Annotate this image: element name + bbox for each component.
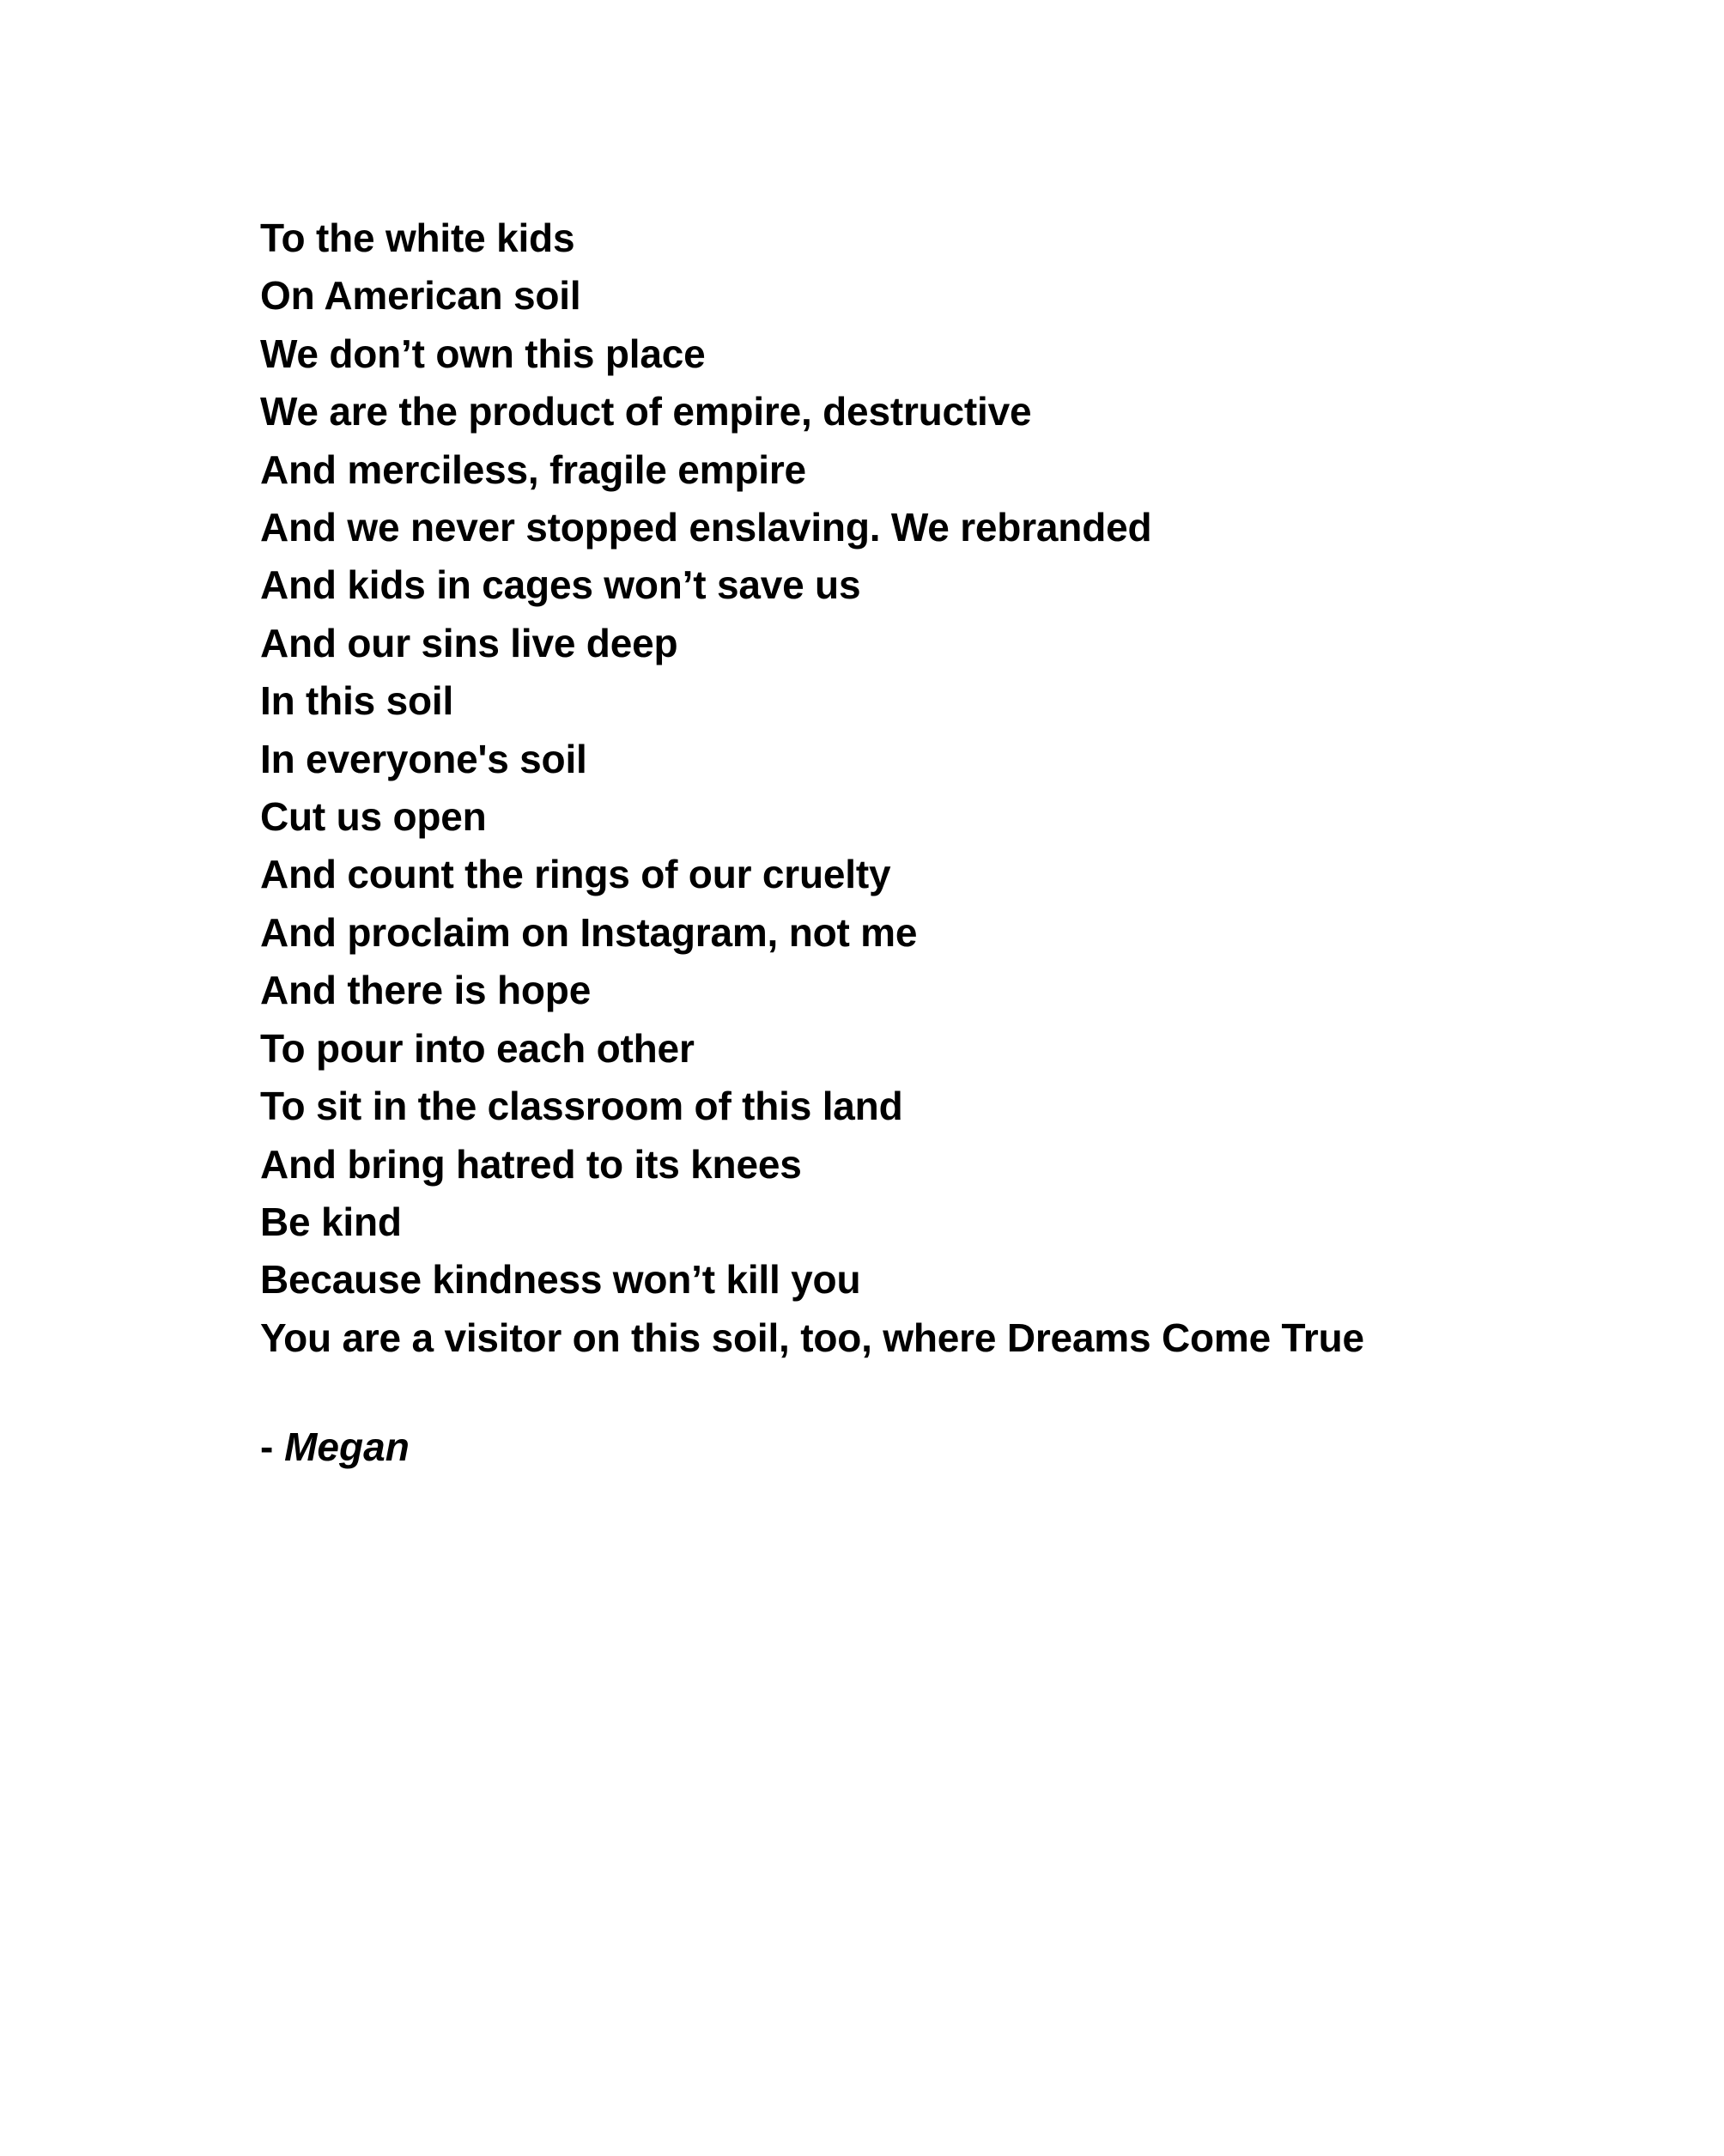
poem-line: And proclaim on Instagram, not me — [260, 909, 918, 955]
poem-line: In everyone's soil — [260, 736, 587, 781]
poem-line: And merciless, fragile empire — [260, 446, 806, 492]
poem-line: And bring hatred to its knees — [260, 1141, 802, 1187]
signature-name: Megan — [284, 1424, 410, 1469]
signature — [260, 1418, 410, 1476]
poem-line: Because kindness won’t kill you — [260, 1257, 861, 1303]
poem-line: And we never stopped enslaving. We rebranded — [260, 505, 1152, 550]
poem-line: To sit in the classroom of this land — [260, 1084, 903, 1129]
poem-line: To the white kids — [260, 216, 575, 260]
poem-line: And count the rings of our cruelty — [260, 852, 891, 897]
poem-line: To pour into each other — [260, 1025, 695, 1071]
poem-line: And kids in cages won’t save us — [260, 562, 861, 608]
poem-body — [260, 210, 1600, 1367]
poem-line: We are the product of empire, destructive — [260, 389, 1032, 434]
poem-line: Be kind — [260, 1199, 402, 1244]
poem-line: You are a visitor on this soil, too, where Dreams Come True — [260, 1315, 1364, 1360]
poem-line: Cut us open — [260, 794, 487, 840]
poem-line: On American soil — [260, 273, 581, 319]
poem-line: We don’t own this place — [260, 331, 706, 376]
poem-line: And our sins live deep — [260, 620, 678, 665]
signature-dash: - — [260, 1424, 285, 1469]
poem-line: In this soil — [260, 678, 454, 724]
poem-line: And there is hope — [260, 968, 592, 1013]
